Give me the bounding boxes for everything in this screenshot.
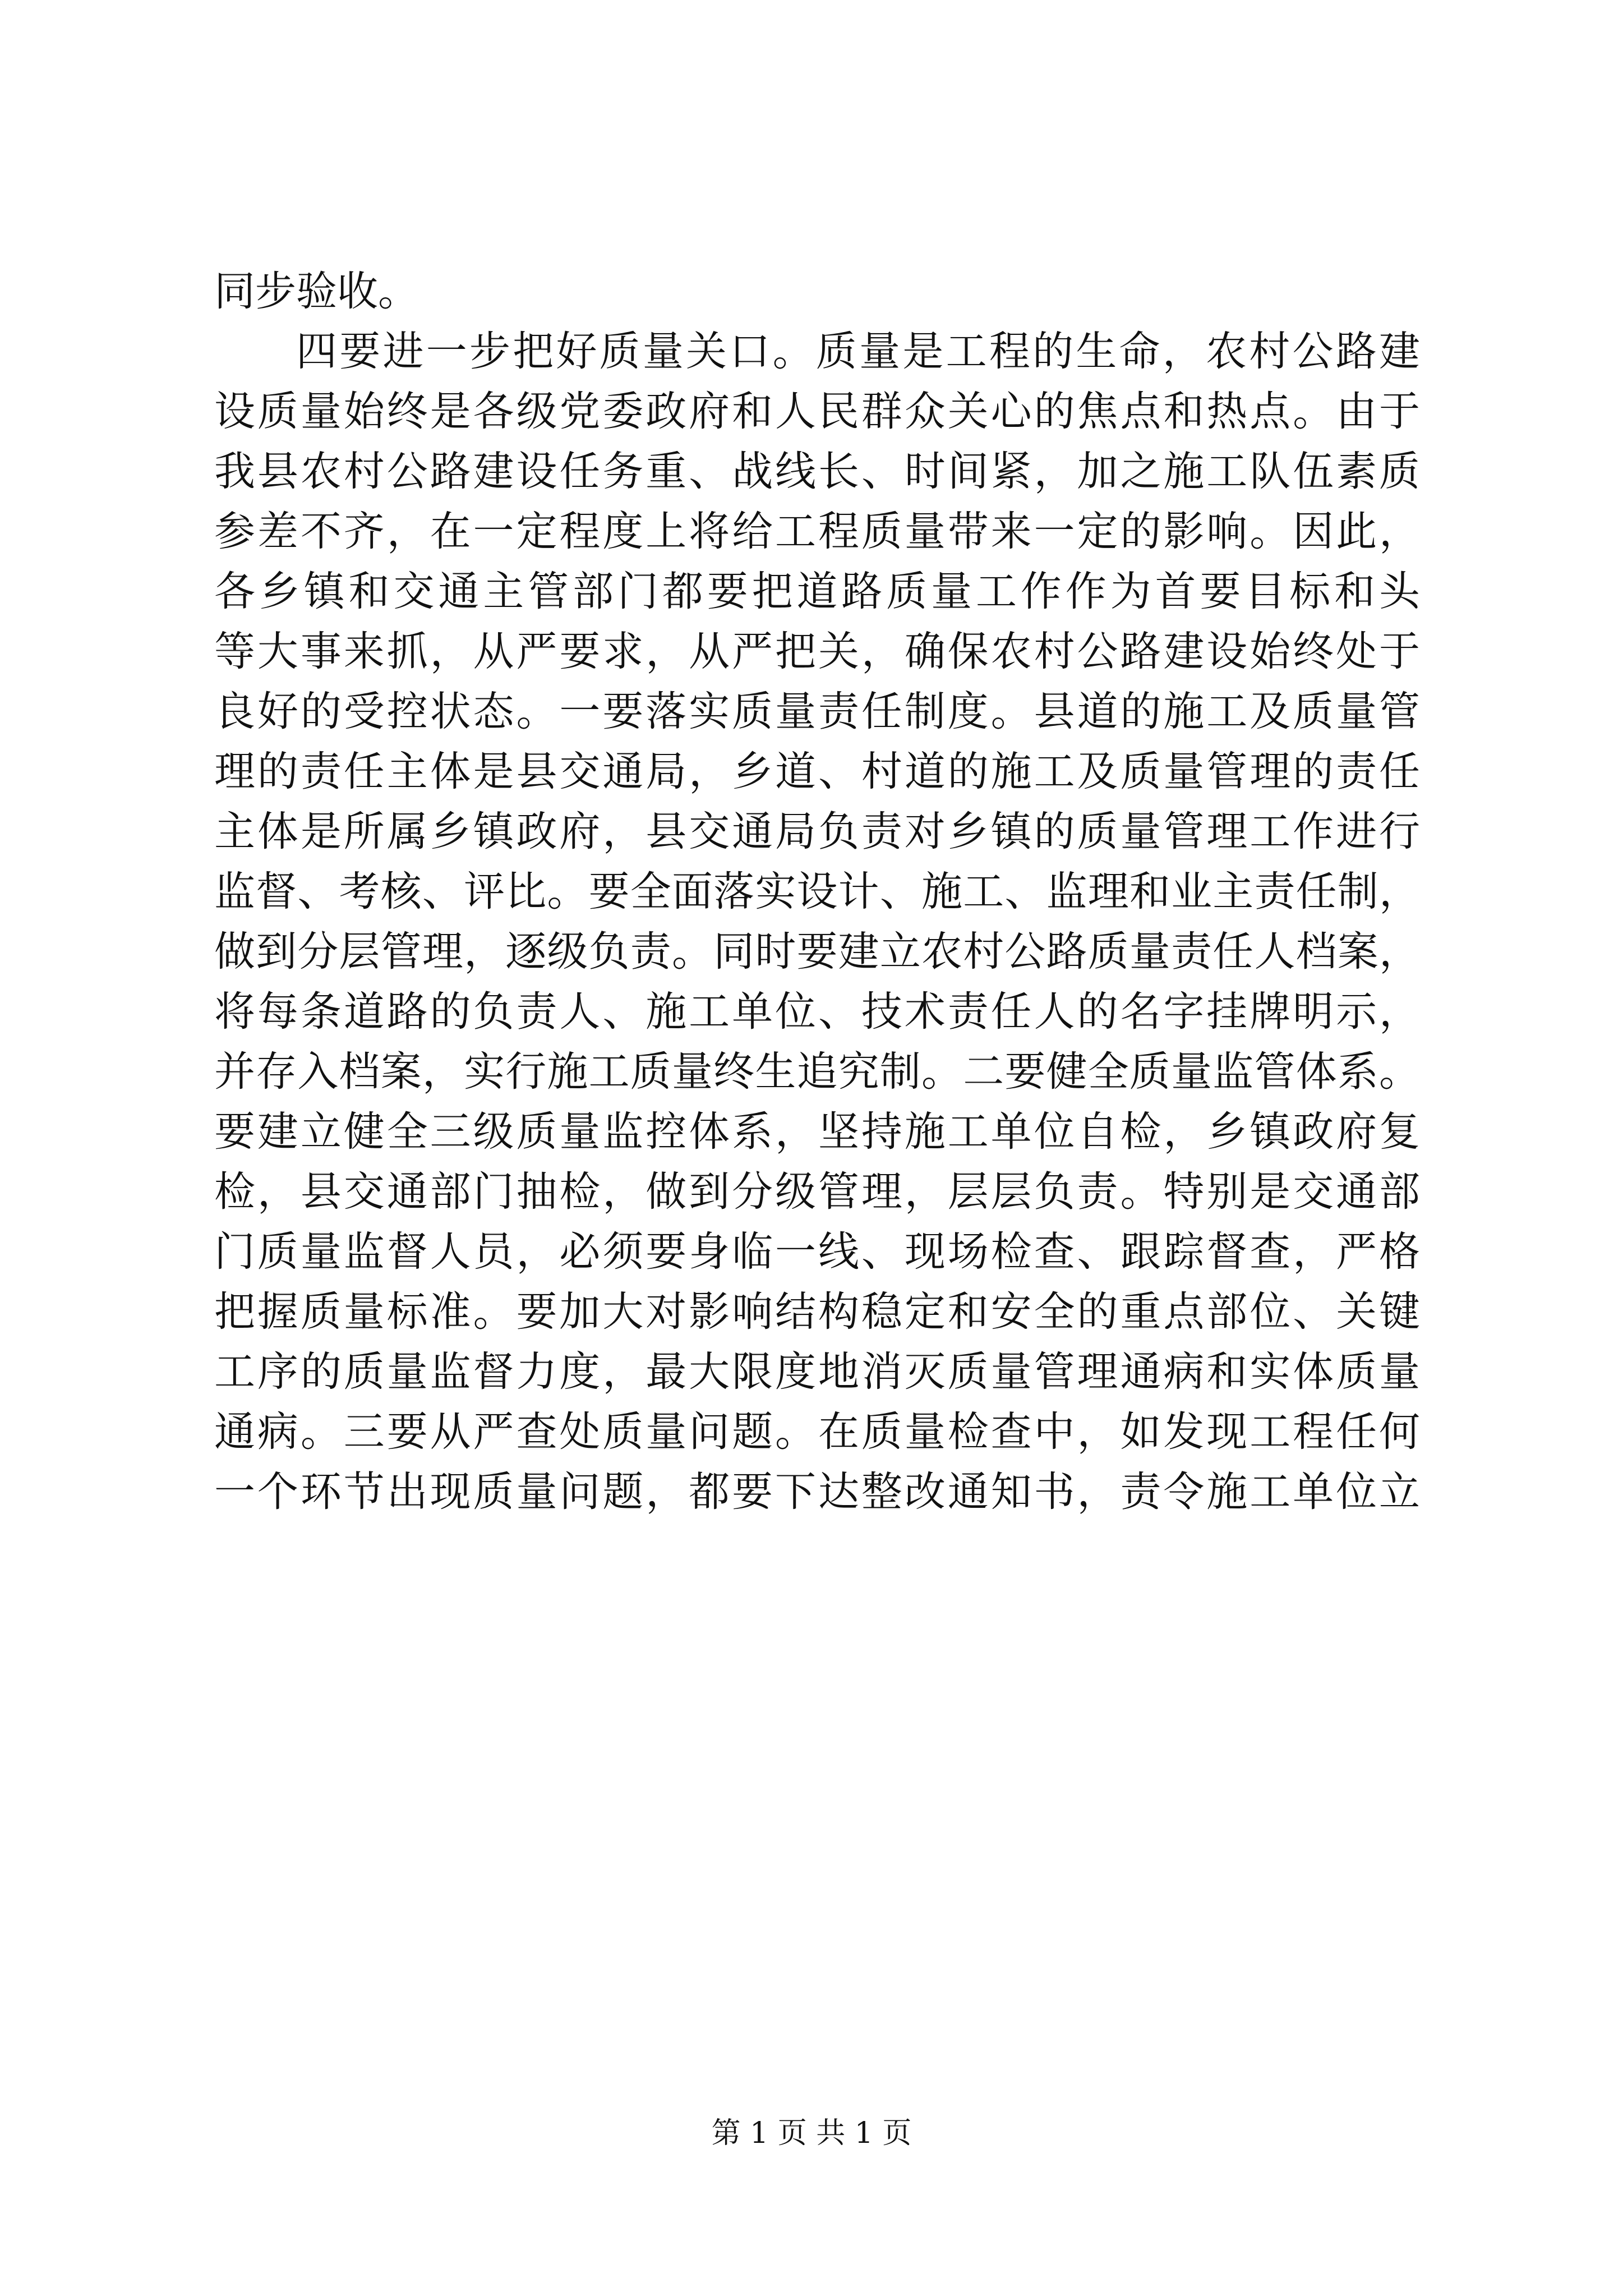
text-line: 各乡镇和交通主管部门都要把道路质量工作作为首要目标和头 (214, 568, 1420, 615)
text-line: 检，县交通部门抽检，做到分级管理，层层负责。特别是交通部 (214, 1168, 1420, 1216)
page-footer (0, 2109, 1623, 2151)
text-line: 要建立健全三级质量监控体系，坚持施工单位自检，乡镇政府复 (214, 1108, 1420, 1156)
text-line: 同步验收。 (214, 268, 419, 315)
text-line: 四要进一步把好质量关口。质量是工程的生命，农村公路建 (296, 328, 1420, 375)
text-line: 并存入档案，实行施工质量终生追究制。二要健全质量监管体系。 (214, 1048, 1420, 1096)
text-line: 门质量监督人员，必须要身临一线、现场检查、跟踪督查，严格 (214, 1228, 1420, 1276)
text-line: 参差不齐，在一定程度上将给工程质量带来一定的影响。因此， (214, 508, 1420, 555)
text-line: 工序的质量监督力度，最大限度地消灭质量管理通病和实体质量 (214, 1348, 1420, 1396)
text-line: 监督、考核、评比。要全面落实设计、施工、监理和业主责任制， (214, 868, 1420, 915)
text-line: 把握质量标准。要加大对影响结构稳定和安全的重点部位、关键 (214, 1288, 1420, 1336)
text-line: 我县农村公路建设任务重、战线长、时间紧，加之施工队伍素质 (214, 448, 1420, 495)
document-body (214, 261, 1420, 1522)
text-line: 做到分层管理，逐级负责。同时要建立农村公路质量责任人档案， (214, 928, 1420, 976)
text-line: 将每条道路的负责人、施工单位、技术责任人的名字挂牌明示， (214, 988, 1420, 1036)
text-line: 主体是所属乡镇政府，县交通局负责对乡镇的质量管理工作进行 (214, 808, 1420, 855)
text-line: 理的责任主体是县交通局，乡道、村道的施工及质量管理的责任 (214, 748, 1420, 795)
text-line: 通病。三要从严查处质量问题。在质量检查中，如发现工程任何 (214, 1408, 1420, 1456)
text-line: 一个环节出现质量问题，都要下达整改通知书，责令施工单位立 (214, 1468, 1420, 1516)
page-number-label: 第 1 页 共 1 页 (711, 2116, 912, 2150)
text-line: 良好的受控状态。一要落实质量责任制度。县道的施工及质量管 (214, 688, 1420, 735)
text-line: 等大事来抓，从严要求，从严把关，确保农村公路建设始终处于 (214, 628, 1420, 675)
text-line: 设质量始终是各级党委政府和人民群众关心的焦点和热点。由于 (214, 388, 1420, 435)
